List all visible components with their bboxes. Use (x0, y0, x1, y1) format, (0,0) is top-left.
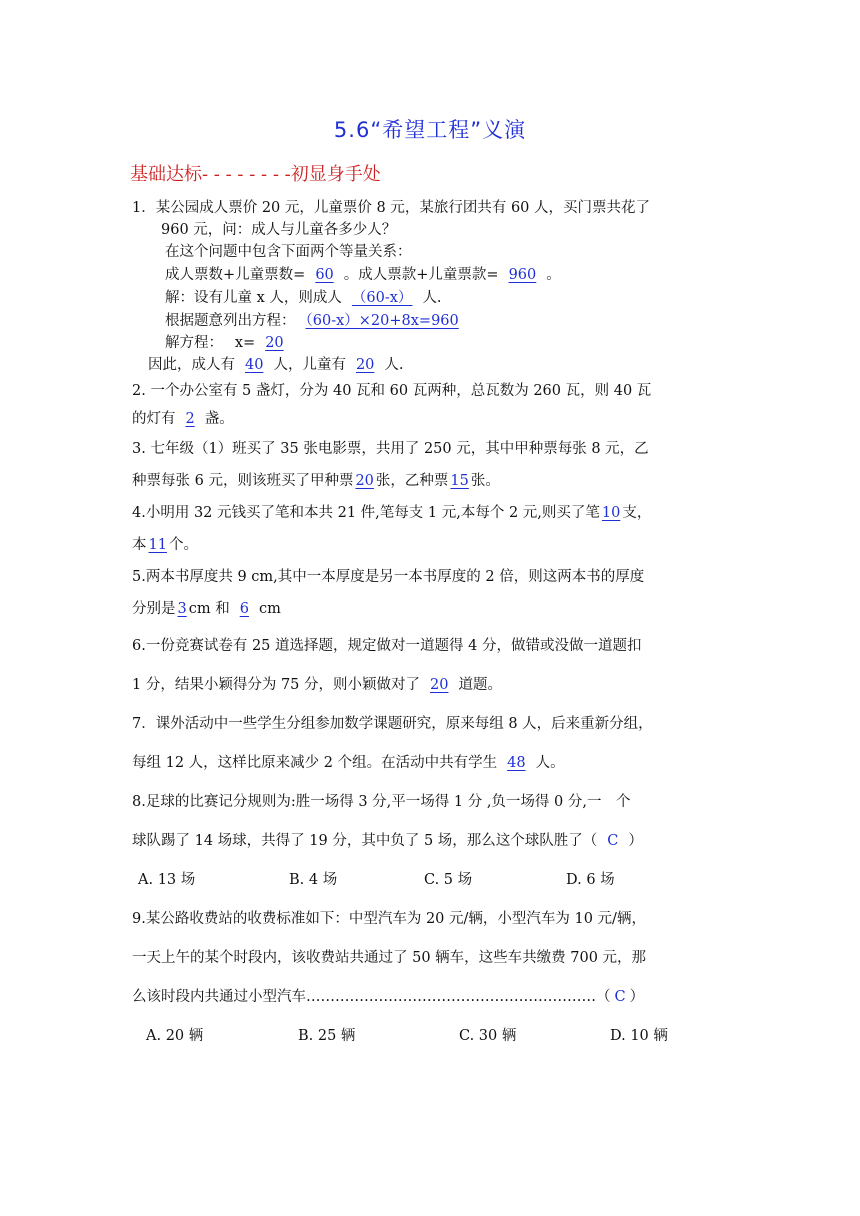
q1-text: 根据题意列出方程： (165, 313, 296, 329)
q5-text: cm (258, 601, 281, 617)
q9-line-3 (132, 987, 644, 1007)
q4-answer-1: 10 (601, 505, 621, 521)
q1-answer-6: 40 (245, 357, 264, 373)
q5-text: cm 和 (188, 601, 230, 617)
q4-line-1 (132, 503, 651, 523)
q7-text: 每组 12 人，这样比原来减少 2 个组。在活动中共有学生 (132, 755, 498, 771)
q8-option-b: B. 4 场 (289, 872, 338, 888)
q1-answer-1: 60 (315, 267, 334, 283)
q8-line-1: 8.足球的比赛记分规则为:胜一场得 3 分,平一场得 1 分 ,负一场得 0 分,一 个 (132, 794, 631, 810)
q1-answer-3: （60-x） (351, 290, 413, 306)
q9-text: ） (629, 989, 645, 1005)
section-heading: 基础达标- - - - - - - -初显身手处 (130, 164, 381, 185)
q1-line-6 (165, 311, 469, 331)
q6-line-1: 6.一份竞赛试卷有 25 道选择题，规定做对一道题得 4 分，做错或没做一道题扣 (132, 638, 642, 654)
q8-line-2 (132, 831, 643, 851)
q9-text: 么该时段内共通过小型汽车……………………………………………………（ (132, 989, 611, 1005)
q6-answer-1: 20 (430, 677, 449, 693)
q1-text: 人，儿童有 (273, 357, 346, 373)
q7-line-2 (132, 753, 565, 773)
q2-line-1: 2. 一个办公室有 5 盏灯，分为 40 瓦和 60 瓦两种，总瓦数为 260 瓦，则 40 瓦 (132, 383, 652, 399)
q3-line-1: 3. 七年级（1）班买了 35 张电影票，共用了 250 元，其中甲种票每张 8 元，乙 (132, 441, 649, 457)
q4-text: 本 (132, 537, 147, 553)
q3-text: 种票每张 6 元，则该班买了甲种票 (132, 473, 354, 489)
q8-text: ） (628, 833, 643, 849)
q1-text: 因此，成人有 (148, 357, 235, 373)
q8-option-a: A. 13 场 (138, 872, 196, 888)
q1-line-2: 960 元，问：成人与儿童各多少人？ (161, 222, 397, 238)
q1-line-5 (165, 288, 442, 308)
q9-option-d: D. 10 辆 (610, 1028, 668, 1044)
q4-answer-2: 11 (148, 537, 167, 553)
q1-line-1: 1．某公园成人票价 20 元，儿童票价 8 元，某旅行团共有 60 人，买门票共花了 (132, 200, 651, 216)
q4-text: 个。 (168, 537, 198, 553)
q1-text: 人. (422, 290, 442, 306)
q8-option-d: D. 6 场 (566, 872, 615, 888)
q3-line-2 (132, 471, 500, 491)
q7-text: 人。 (535, 755, 565, 771)
q5-text: 分别是 (132, 601, 176, 617)
q1-text: 。成人票款+儿童票款= (343, 267, 499, 283)
page-title: 5.6“希望工程”义演 (333, 118, 527, 142)
q5-line-2 (132, 599, 281, 619)
q1-answer-7: 20 (355, 357, 375, 373)
q1-text: 。 (546, 267, 561, 283)
q9-line-2: 一天上午的某个时段内，该收费站共通过了 50 辆车，这些车共缴费 700 元，那 (132, 950, 647, 966)
q7-answer-1: 48 (507, 755, 526, 771)
q6-text: 道题。 (458, 677, 502, 693)
q4-line-2 (132, 535, 198, 555)
q6-line-2 (132, 675, 502, 695)
q2-answer-1: 2 (185, 411, 195, 427)
q1-text: 成人票数+儿童票数= (165, 267, 306, 283)
q5-line-1: 5.两本书厚度共 9 cm,其中一本厚度是另一本书厚度的 2 倍，则这两本书的厚度 (132, 569, 645, 585)
q3-text: 张，乙种票 (375, 473, 449, 489)
q1-text: 解方程： x= (165, 335, 256, 351)
q8-option-c: C. 5 场 (424, 872, 473, 888)
q1-text: 解：设有儿童 x 人，则成人 (165, 290, 342, 306)
q3-answer-1: 20 (355, 473, 374, 489)
q1-answer-4: （60-x）×20+8x=960 (305, 313, 459, 329)
q9-line-1: 9.某公路收费站的收费标准如下：中型汽车为 20 元/辆，小型汽车为 10 元/辆， (132, 911, 646, 927)
q2-text: 盏。 (204, 411, 234, 427)
q1-line-8 (148, 355, 404, 375)
q3-answer-2: 15 (450, 473, 469, 489)
q8-text: 球队踢了 14 场球，共得了 19 分，其中负了 5 场，那么这个球队胜了（ (132, 833, 598, 849)
q4-text: 4.小明用 32 元钱买了笔和本共 21 件,笔每支 1 元,本每个 2 元,则买了笔 (132, 505, 600, 521)
q1-text: 人. (384, 357, 404, 373)
q4-text: 支， (622, 505, 652, 521)
q1-answer-2: 960 (508, 267, 537, 283)
q5-answer-1: 3 (177, 601, 187, 617)
q9-answer: C (614, 989, 626, 1005)
q1-line-7 (165, 333, 294, 353)
q5-answer-2: 6 (239, 601, 249, 617)
q8-answer: C (607, 833, 619, 849)
q1-line-4 (165, 265, 561, 285)
q7-line-1: 7．课外活动中一些学生分组参加数学课题研究，原来每组 8 人，后来重新分组， (132, 716, 653, 732)
q9-option-a: A. 20 辆 (146, 1028, 204, 1044)
q9-option-c: C. 30 辆 (459, 1028, 517, 1044)
q6-text: 1 分，结果小颖得分为 75 分，则小颖做对了 (132, 677, 421, 693)
q9-option-b: B. 25 辆 (298, 1028, 356, 1044)
q3-text: 张。 (470, 473, 500, 489)
q1-answer-5: 20 (265, 335, 284, 351)
q1-line-3: 在这个问题中包含下面两个等量关系： (165, 244, 412, 260)
q2-line-2 (132, 409, 234, 429)
q2-text: 的灯有 (132, 411, 176, 427)
